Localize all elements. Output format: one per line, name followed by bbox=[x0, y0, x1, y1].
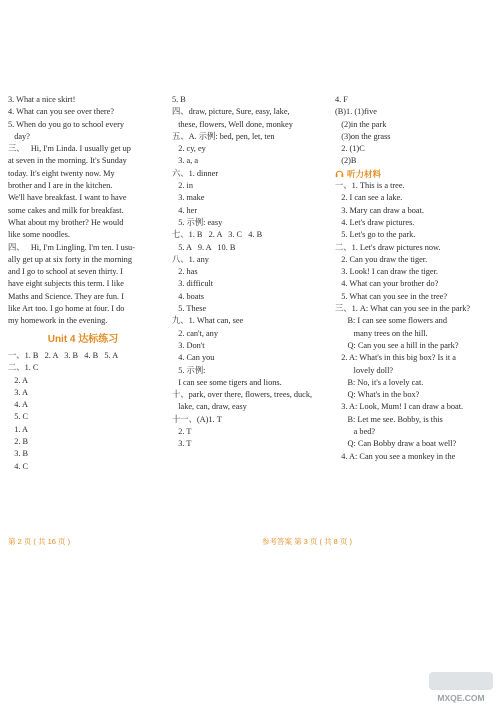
text-line: 5. 示例: bbox=[172, 365, 206, 375]
text-line: 4. F bbox=[335, 95, 348, 104]
text-line: 2. in bbox=[172, 181, 193, 191]
text-line: 4. A bbox=[8, 400, 29, 410]
text-line: Maths and Science. They are fun. I bbox=[8, 291, 124, 301]
unit-title: Unit 4 达标练习 bbox=[47, 333, 119, 345]
text-line: What about my brother? He would bbox=[8, 217, 124, 227]
text-line: some cakes and milk for breakfast. bbox=[8, 205, 124, 215]
text-line: 一、1. B 2. A 3. B 4. B 5. A bbox=[8, 350, 119, 360]
text-line: 3. a, a bbox=[172, 156, 199, 166]
text-line: 三、1. A: What can you see in the park? bbox=[335, 304, 471, 314]
text-line: 5. A 9. A 10. B bbox=[172, 242, 236, 252]
text-line: (2)in the park bbox=[335, 119, 387, 129]
text-line: 3. make bbox=[172, 193, 205, 203]
text-line: 5. These bbox=[172, 304, 207, 314]
text-line: 2. A bbox=[8, 375, 29, 385]
text-line: 2. (1)C bbox=[335, 144, 365, 154]
text-line: 1. A bbox=[8, 424, 29, 434]
text-line: 4. Let's draw pictures. bbox=[335, 217, 415, 227]
text-line: I can see some tigers and lions. bbox=[172, 377, 282, 387]
watermark-text: MXQE.COM bbox=[437, 693, 485, 703]
text-line: 六、1. dinner bbox=[172, 168, 219, 178]
text-line: 4. What can your brother do? bbox=[335, 279, 439, 289]
column-left-answers bbox=[8, 350, 158, 473]
text-line: 5. Let's go to the park. bbox=[335, 230, 416, 240]
text-line: lovely doll? bbox=[335, 365, 394, 375]
text-line: at seven in the morning. It's Sunday bbox=[8, 156, 127, 166]
text-line: lake, can, draw, easy bbox=[172, 402, 247, 412]
text-line: 4. A: Can you see a monkey in the bbox=[335, 451, 456, 461]
text-line: 3. What a nice skirt! bbox=[8, 95, 76, 104]
text-line: 七、1. B 2. A 3. C 4. B bbox=[172, 230, 263, 240]
text-line: 2. cy, ey bbox=[172, 144, 206, 154]
listening-material-heading bbox=[335, 168, 490, 180]
text-line: 九、1. What can, see bbox=[172, 316, 244, 326]
text-line: my homework in the evening. bbox=[8, 316, 108, 326]
text-line: 3. B bbox=[8, 449, 29, 459]
footer-page-left: 第 2 页 ( 共 16 页 ) bbox=[8, 537, 71, 546]
text-line: 5. C bbox=[8, 412, 29, 422]
text-line: 3. T bbox=[172, 439, 192, 449]
column-right-listening-lines bbox=[335, 180, 490, 463]
text-line: 十一、(A)1. T bbox=[172, 414, 222, 424]
text-line: brother and I are in the kitchen. bbox=[8, 181, 113, 191]
text-line: We'll have breakfast. I want to have bbox=[8, 193, 127, 203]
text-line: 5. When do you go to school every bbox=[8, 119, 124, 129]
text-line: 二、1. Let's draw pictures now. bbox=[335, 242, 441, 252]
text-line: today. It's eight twenty now. My bbox=[8, 168, 115, 178]
text-line: a bed? bbox=[335, 427, 376, 437]
text-line: 3. A bbox=[8, 387, 29, 397]
text-line: 3. Don't bbox=[172, 340, 205, 350]
column-left bbox=[8, 94, 158, 473]
text-line: 5. What can you see in the tree? bbox=[335, 291, 448, 301]
text-line: B: I can see some flowers and bbox=[335, 316, 447, 326]
footer-page-center: 参考答案 第 3 页 ( 共 8 页 ) bbox=[262, 537, 353, 546]
text-line: 3. Mary can draw a boat. bbox=[335, 205, 424, 215]
text-line: (3)on the grass bbox=[335, 131, 391, 141]
text-line: 2. I can see a lake. bbox=[335, 193, 403, 203]
text-line: 八、1. any bbox=[172, 254, 209, 264]
text-line: 五、A. 示例: bed, pen, let, ten bbox=[172, 131, 275, 141]
text-line: 四、draw, picture, Sure, easy, lake, bbox=[172, 107, 290, 117]
text-line: ally get up at six forty in the morning bbox=[8, 254, 132, 264]
text-line: 2. Can you draw the tiger. bbox=[335, 254, 428, 264]
text-line: Q: Can you see a hill in the park? bbox=[335, 340, 459, 350]
text-line: 2. A: What's in this big box? Is it a bbox=[335, 353, 456, 363]
text-line: 3. A: Look, Mum! I can draw a boat. bbox=[335, 402, 464, 412]
text-line: 5. 示例: easy bbox=[172, 217, 223, 227]
headphones-icon bbox=[335, 169, 344, 178]
column-middle bbox=[172, 94, 322, 451]
text-line: 四、 Hi, I'm Lingling. I'm ten. I usu- bbox=[8, 242, 135, 252]
text-line: like some noodles. bbox=[8, 230, 70, 240]
listening-material-label: 听力材料 bbox=[347, 168, 382, 179]
text-line: have eight subjects this term. I like bbox=[8, 279, 124, 289]
text-line: 2. can't, any bbox=[172, 328, 218, 338]
text-line: 2. has bbox=[172, 267, 198, 277]
text-line: 4. boats bbox=[172, 291, 205, 301]
text-line: B: No, it's a lovely cat. bbox=[335, 377, 424, 387]
watermark-logo bbox=[425, 670, 497, 706]
text-line: (2)B bbox=[335, 156, 357, 166]
text-line: these, flowers, Well done, monkey bbox=[172, 119, 293, 129]
text-line: Q: What's in the box? bbox=[335, 390, 420, 400]
text-line: like Art too. I go home at four. I do bbox=[8, 304, 125, 314]
text-line: 二、1. C bbox=[8, 363, 39, 373]
text-line: 3. difficult bbox=[172, 279, 214, 289]
column-right bbox=[335, 94, 490, 463]
text-line: B: Let me see. Bobby, is this bbox=[335, 414, 443, 424]
text-line: day? bbox=[8, 131, 30, 141]
column-left-lines bbox=[8, 94, 158, 328]
text-line: Q: Can Bobby draw a boat well? bbox=[335, 439, 457, 449]
text-line: 3. Look! I can draw the tiger. bbox=[335, 267, 438, 277]
text-line: 一、1. This is a tree. bbox=[335, 181, 405, 191]
text-line: 4. her bbox=[172, 205, 198, 215]
text-line: 4. What can you see over there? bbox=[8, 107, 115, 117]
text-line: and I go to school at seven thirty. I bbox=[8, 267, 123, 277]
text-line: 4. C bbox=[8, 461, 29, 471]
text-line: 十、park, over there, flowers, trees, duck, bbox=[172, 390, 313, 400]
text-line: 5. B bbox=[172, 95, 186, 104]
text-line: 三、 Hi, I'm Linda. I usually get up bbox=[8, 144, 131, 154]
text-line: (B)1. (1)five bbox=[335, 107, 377, 117]
text-line: many trees on the hill. bbox=[335, 328, 428, 338]
text-line: 2. T bbox=[172, 427, 192, 437]
column-right-top-lines bbox=[335, 94, 490, 168]
text-line: 2. B bbox=[8, 437, 29, 447]
text-line: 4. Can you bbox=[172, 353, 215, 363]
column-middle-lines bbox=[172, 94, 322, 451]
